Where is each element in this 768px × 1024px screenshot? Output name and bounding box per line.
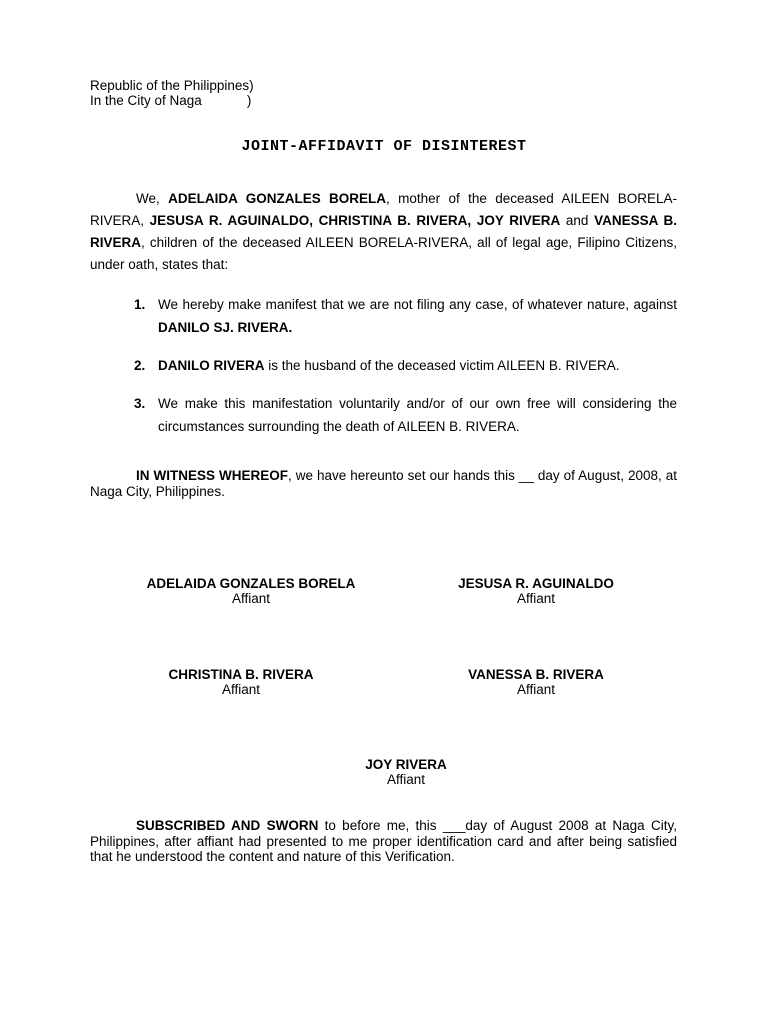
- statement-item-2: [134, 354, 677, 377]
- signatory-name: VANESSA B. RIVERA: [468, 667, 604, 682]
- jurat-bold: SUBSCRIBED AND SWORN: [136, 818, 319, 833]
- witness-text: , we have hereunto set our hands this __ day of August, 2008, at Naga City, Philippines.: [90, 468, 678, 499]
- item-number: 3.: [134, 396, 146, 411]
- item-text: is the husband of the deceased victim AILEEN B. RIVERA.: [264, 358, 620, 373]
- venue-line-1: Republic of the Philippines): [90, 78, 254, 93]
- signatory-name: JOY RIVERA: [365, 757, 447, 772]
- jurat-paragraph: [90, 818, 677, 865]
- signatory-name: ADELAIDA GONZALES BORELA: [146, 576, 356, 591]
- item-number: 2.: [134, 358, 146, 373]
- statement-item-1: [134, 293, 677, 339]
- item-text: We hereby make manifest that we are not filing any case, of whatever nature, against: [158, 297, 677, 312]
- intro-name-1: ADELAIDA GONZALES BORELA: [168, 191, 387, 206]
- witness-paragraph: [90, 468, 677, 500]
- signatory-name: CHRISTINA B. RIVERA: [168, 667, 314, 682]
- signatory-name: JESUSA R. AGUINALDO: [458, 576, 614, 591]
- jurat-text: to before me, this ___day of August 2008 at Naga City, Philippines, after affiant had presented to me proper identification card and after being satisfied that he understood the content and nature of this Verification.: [90, 818, 677, 864]
- intro-paragraph: [90, 188, 677, 276]
- item-text: We make this manifestation voluntarily and/or of our own free will considering the circumstances surrounding the death of AILEEN B. RIVERA.: [158, 396, 677, 434]
- item-bold-name: DANILO SJ. RIVERA.: [158, 320, 293, 335]
- signature-block: [395, 667, 677, 697]
- item-number: 1.: [134, 297, 146, 312]
- signature-block: [265, 757, 547, 787]
- witness-bold: IN WITNESS WHEREOF: [136, 468, 288, 483]
- signatory-role: Affiant: [386, 772, 426, 787]
- intro-text-1: , mother of the deceased AILEEN BORELA-RIVERA,: [90, 191, 677, 228]
- signatory-role: Affiant: [221, 682, 261, 697]
- intro-names-2: JESUSA R. AGUINALDO, CHRISTINA B. RIVERA, JOY RIVERA: [149, 213, 561, 228]
- signatory-role: Affiant: [231, 591, 271, 606]
- document-title: JOINT-AFFIDAVIT OF DISINTEREST: [241, 138, 527, 155]
- venue-block: [90, 78, 254, 108]
- venue-line-2: In the City of Naga ): [90, 93, 252, 108]
- intro-name-3: VANESSA B. RIVERA: [90, 213, 678, 250]
- intro-text-2: and: [560, 213, 595, 228]
- intro-text-3: , children of the deceased AILEEN BORELA-RIVERA, all of legal age, Filipino Citizens, under oath, states that:: [90, 235, 677, 272]
- signatory-role: Affiant: [516, 591, 556, 606]
- signature-block: [100, 667, 382, 697]
- statement-item-3: [134, 392, 677, 438]
- signature-block: [395, 576, 677, 606]
- item-bold-name: DANILO RIVERA: [158, 358, 265, 373]
- signatory-role: Affiant: [516, 682, 556, 697]
- signature-block: [110, 576, 392, 606]
- intro-we: We,: [136, 191, 169, 206]
